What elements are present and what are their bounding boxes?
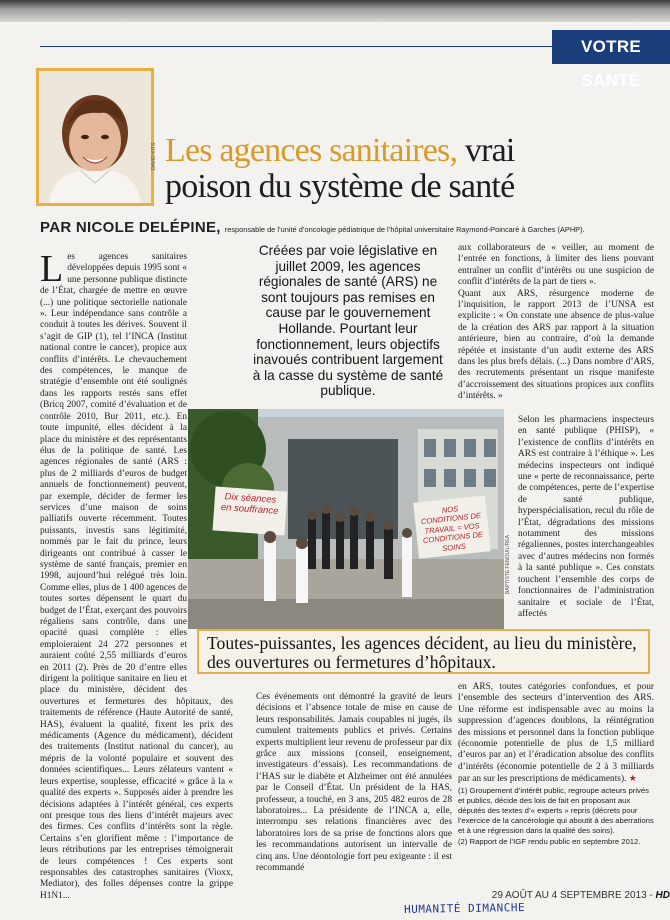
rubric-rule [40,46,552,47]
scan-edge [0,0,670,22]
column-3-bottom [458,682,654,862]
headline-part1b: vrai [457,132,515,169]
column-3-paragraph-4 [458,682,654,786]
section-rubric: VOTRE SANTÉ [552,30,670,64]
column-2: Ces événements ont démontré la gravité de leurs décisions et l’absence totale de mise en cause de leurs responsabilités. Jamais coupables ni jugés, ils cumulent traitements publics et privés. Certains experts multiplient leur revenu de professeur par dix grâce aux missions (conseil, enseignement, investigateurs d’essais). Les recommandations de l’HAS sur le diabète et Alzheimer ont été annulées par le Conseil d’État. Un président de la HAS, professeur, a touché, en 3 ans, 205 482 euros de 28 laboratoires... La présidente de l’INCA a, elle, interrompu ses relations financières avec des laboratoires lors de sa prise de fonctions alors que les recommandations autorisent un intervalle de cinq ans. Une déontologie fort peu exigeante : il est recommandé [256,692,452,874]
footnote-2: (2) Rapport de l’IGF rendu public en septembre 2012. [458,836,641,846]
conclusion-text: en ARS, toutes catégories confondues, et pour l’ensemble des secteurs d’intervention des ARS. Une réforme est indispensable avec au moins la suppression d’agences doublons, la réintégration des missions et personnel dans la fonction publique (économie potentielle de plus de 1,5 milliard d’euros par an) et l’éradication absolue des conflits d’intérêts (économie potentielle de 2 à 3 milliards par an sur les prescriptions de médicaments). [458,682,654,785]
headline-part2: poison du système de santé [165,168,515,205]
article-photo [188,409,504,629]
issue-date: 29 AOÛT AU 4 SEPTEMBRE 2013 - [491,890,653,901]
article-headline [165,133,645,205]
article-intro: Créées par voie législative en juillet 2009, les agences régionales de santé (ARS) ne sont toujours pas remises en cause par le gouvernement Hollande. Pourtant leur fonctionnement, leurs objectifs inavoués contribuent largement à la casse du système de santé publique. [252,243,444,399]
end-mark-icon: ★ [628,773,637,784]
author-portrait-illustration [39,71,151,203]
drop-cap: L [40,248,64,290]
column-3-paragraph-1: aux collaborateurs de « veiller, au moment de l’entrée en fonctions, à limiter des liens pouvant entraîner un conflit d’intérêts ou une suspicion de conflit d’intérêts de la part de tiers ». [458,243,654,288]
author-role: responsable de l’unité d’oncologie pédiatrique de l’hôpital universitaire Raymond-Poincaré à Garches (APHP). [224,225,585,234]
column-3-paragraph-3: Selon les pharmaciens inspecteurs en santé publique (PHISP), « l’existence de conflits d’intérêts en ARS est contraire à l’éthique ». Les médecins inspecteurs ont indiqué une « perte de reconnaissance, perte de compétences, perte de l’expertise de santé publique, hyperspécialisation, recul du rôle de l’État, dégradations des missions notamment des missions régaliennes, postes interchangeables avec d’autres médecins non formés à la santé publique ». Ces constats touchent l’ensemble des corps de fonctionnaires de l’administration sanitaire et sociale de l’État, affectés [518,415,654,619]
byline [40,219,650,236]
headline-part1: Les agences sanitaires, [165,132,458,169]
magazine-mark: HD [655,890,670,901]
portrait-credit: DAVID KITS [151,142,157,170]
protest-banner-left: Dix séances en souffrance [220,491,279,517]
footnote-1: (1) Groupement d’intérêt public, regroupe acteurs privés et publics, décide des lois de fait en proposant aux députés des textes d’« experts » repris (décrets pour l’exercice de la cancérologie qui aboutit à des aberrations et à une régression dans la qualité des soins). [458,785,654,836]
page-folio [492,890,670,901]
author-name: PAR NICOLE DELÉPINE, [40,219,221,236]
column-1-text: es agences sanitaires développées depuis 1995 sont « une personne publique distincte de l’État, chargée de mettre en œuvre (...) une politique sectorielle nationale ». Leur indépendance sans contrôle a conduit à toutes les dérives. Souvent il s’agit de GIP (1), tel l’INCA (Institut national contre le cancer), propice aux conflits d’intérêts. Le chevauchement des compétences, le manque de stratégie d’ensemble ont été soulignés dans les rapports restés sans effet (Bricq 2007, comité d’évaluation et de contrôle 2010, Bur 2011, etc.). En toute impunité, elles décident à la place du ministère et des représentants élus de la politique de santé. Les agences régionales de santé (ARS : plus de 2 milliards d’euros de budget annuels de fonctionnement) peuvent, par exemple, décider de fermer les services d’une maison de soins palliatifs ouverte récemment. Toutes puissants, investis sans légitimité, nommés par le fait du prince, leurs dirigeants ont contribué à casser le système de santé français, premier en 1998, aujourd’hui relégué très loin. Comme elles, plus de 1 400 agences de toutes sortes dépensent le quart du budget de l’État, exerçant des pouvoirs régaliens sans contrôle, dans une opacité quasi complète : elles emploieraient 24 272 personnes et auraient coûté 2,55 milliards d’euros en 2011 (2). Près de 20 d’entre elles dirigent la politique sanitaire en lieu et place du ministère, décident des ouvertures et fermetures des hôpitaux, des traitements de référence (Haute Autorité de santé, HAS), évaluent la qualité, fixent les prix des médicaments (Agence du médicament), décident des traitements (Institut national du cancer), au mépris de la volonté populaire et souvent des données scientifiques... Leurs zélateurs vantent « leurs expertise, souplesse, efficacité » grâce à la « qualité des experts ». Supposés aider à prendre les décisions adaptées à l’intérêt général, ces experts ont presque tous des liens d’intérêt majeurs avec des firmes. Ces conflits d’intérêts sont la règle. Certains s’en glorifient même : l’importance de leurs rétributions par les entreprises témoignerait de leurs compétences ! Ces experts sont responsables des catastrophes sanitaires (Vioxx, Mediator), des folles dépenses contre la grippe H1N1... [40,252,233,901]
protest-banner-right: NOS CONDITIONS DE TRAVAIL = VOS CONDITIONS DE SOINS [420,504,484,553]
author-portrait [36,68,154,206]
handwritten-source-note: HUMANITÉ DIMANCHE [403,900,526,917]
column-3-paragraph-2: Quant aux ARS, résurgence moderne de l’inquisition, le rapport 2013 de l’UNSA est explicite : « On constate une absence de plus-value de la création des ARS par rapport à la situation antérieure, bien au contraire, d’où la demande répétée et insistante d’un audit externe des ARS dans les plus brefs délais. (...) Dans nombre d’ARS, des recrutements présentant un risque manifeste d’accroissement des situations propices aux conflits d’intérêts. » [458,288,654,402]
pull-quote: Toutes-puissantes, les agences décident, au lieu du ministère, des ouvertures ou fermetures d’hôpitaux. [197,629,650,674]
column-3-top [458,243,654,415]
photo-credit: BAPTISTE FENOUIL/REA [505,535,511,594]
